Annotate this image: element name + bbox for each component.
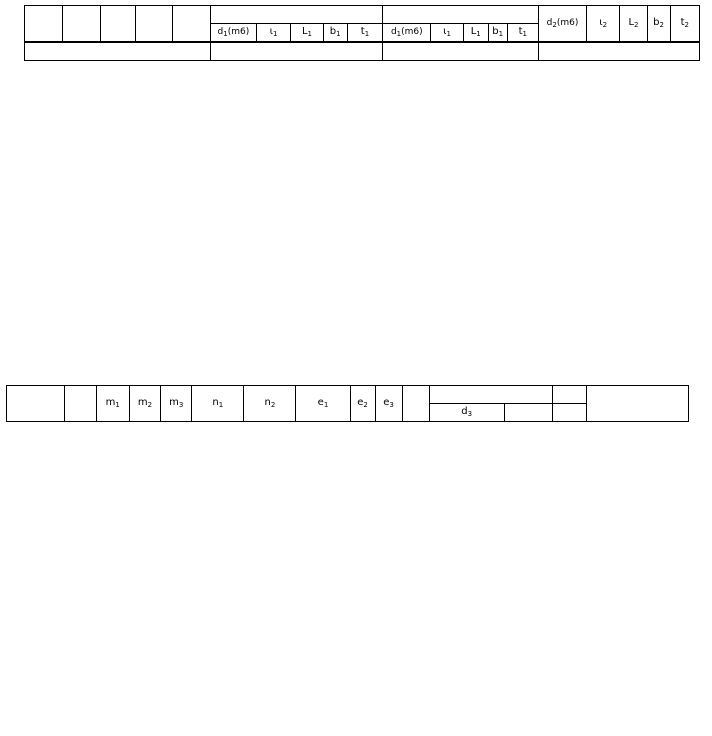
header-C <box>65 386 96 422</box>
header-d1: $d_1(m6)$ <box>210 24 256 43</box>
header-n1: $n_1$ <box>192 386 244 422</box>
header-l1-g2: $\iota_1$ <box>431 24 463 43</box>
header-L1-g2: $L_1$ <box>463 24 488 43</box>
header-h <box>402 386 429 422</box>
header-l2: $\iota_2$ <box>587 6 620 43</box>
mid-group-spacer-right <box>538 42 699 61</box>
header-n <box>504 404 552 422</box>
mounting-table <box>6 385 689 422</box>
header-e2: $e_2$ <box>350 386 375 422</box>
header-L1: $L_1$ <box>291 24 323 43</box>
header-l1: $\iota_1$ <box>256 24 290 43</box>
mid-group-i-14-20 <box>383 42 539 61</box>
dimensions-table <box>24 5 700 61</box>
header-b2: $b_2$ <box>647 6 670 43</box>
mid-group-header <box>25 42 700 61</box>
header-bolt-holes <box>429 386 552 404</box>
header-B <box>101 6 135 43</box>
header-n2: $n_2$ <box>244 386 296 422</box>
header-d1-g2: $d_1(m6)$ <box>383 24 431 43</box>
header-m3: $m_3$ <box>161 386 192 422</box>
header-weight <box>552 386 586 404</box>
header-H <box>135 6 173 43</box>
header-spec <box>25 6 63 43</box>
header-group-i-12-5-20 <box>383 6 539 24</box>
header-d3: $d_3$ <box>429 404 504 422</box>
header-e3: $e_3$ <box>375 386 402 422</box>
header-A <box>62 6 101 43</box>
header-L2: $L_2$ <box>620 6 647 43</box>
mid-group-spacer <box>25 42 211 61</box>
header-d2: $d_2(m6)$ <box>538 6 586 43</box>
header-a <box>173 6 211 43</box>
header-b1: $b_1$ <box>323 24 347 43</box>
header-m1: $m_1$ <box>96 386 129 422</box>
header-kg <box>552 404 586 422</box>
header-b1-g2: $b_1$ <box>488 24 507 43</box>
header-t1-g2: $t_1$ <box>507 24 538 43</box>
header-e1: $e_1$ <box>296 386 350 422</box>
header-t1: $t_1$ <box>347 24 383 43</box>
header-t2: $t_2$ <box>670 6 699 43</box>
header-group-i-6-3-11-2 <box>210 6 382 24</box>
header-oil <box>586 386 688 422</box>
mid-group-i-6-3-12-5 <box>210 42 382 61</box>
header-m2: $m_2$ <box>129 386 160 422</box>
header-model <box>7 386 65 422</box>
